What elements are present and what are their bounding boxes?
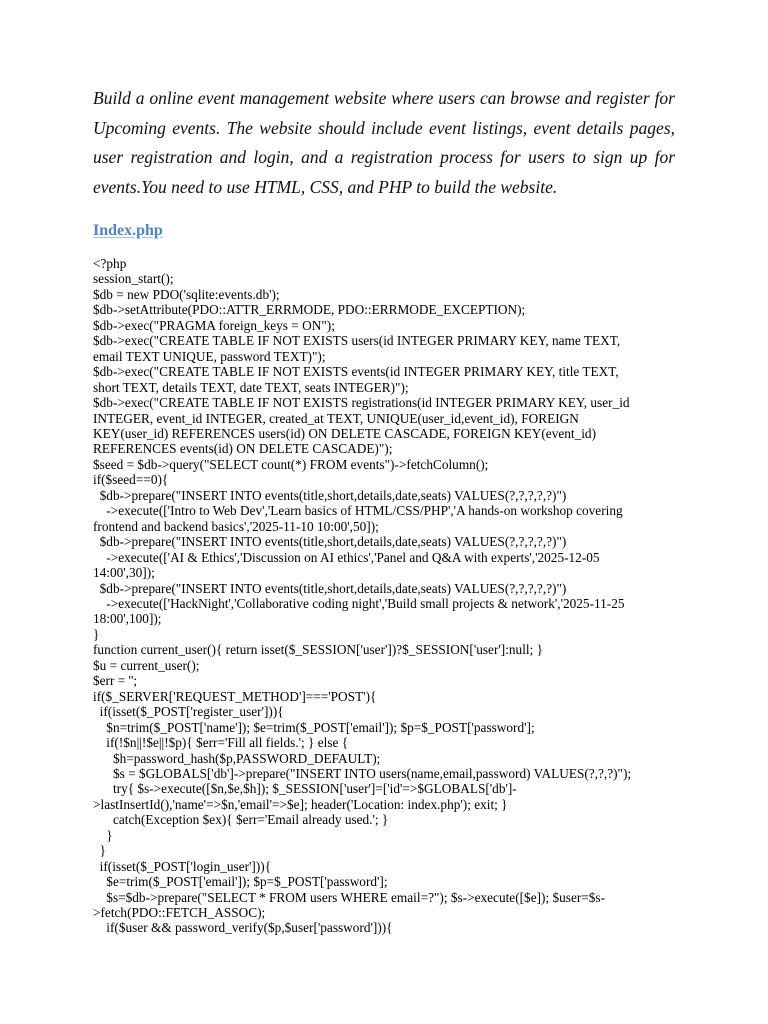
code-line: if(isset($_POST['register_user'])){ (93, 704, 284, 720)
code-line: ->execute(['HackNight','Collaborative coding night','Build small projects & network','2025-11-25 (93, 595, 625, 611)
code-line: $db = new PDO('sqlite:events.db'); (93, 286, 280, 302)
code-line: $e=trim($_POST['email']); $p=$_POST['password']; (93, 874, 388, 890)
code-line: $db->exec("CREATE TABLE IF NOT EXISTS users(id INTEGER PRIMARY KEY, name TEXT, (93, 333, 621, 349)
code-line: short TEXT, details TEXT, date TEXT, seats INTEGER)"); (93, 379, 409, 395)
code-line: $u = current_user(); (93, 657, 200, 673)
code-line: if($seed==0){ (93, 472, 169, 488)
intro-line: Build a online event management website where users can browse and register (93, 88, 650, 108)
code-line: session_start(); (93, 271, 174, 287)
code-line: >lastInsertId(),'name'=>$n,'email'=>$e]; header('Location: index.php'); exit; } (93, 796, 508, 812)
code-line: $s = $GLOBALS['db']->prepare("INSERT INTO users(name,email,password) VALUES(?,?,?)"); (93, 765, 632, 781)
intro-paragraph (93, 84, 675, 202)
code-line: $db->exec("CREATE TABLE IF NOT EXISTS registrations(id INTEGER PRIMARY KEY, user_id (93, 395, 630, 411)
code-line: 18:00',100]); (93, 611, 162, 627)
code-line: >fetch(PDO::FETCH_ASSOC); (93, 905, 266, 921)
code-line: if(isset($_POST['login_user'])){ (93, 858, 272, 874)
code-line: } (93, 827, 113, 843)
code-line: } (93, 626, 100, 642)
code-line: try{ $s->execute([$n,$e,$h]); $_SESSION['user']=['id'=>$GLOBALS['db']- (93, 781, 517, 797)
code-block (93, 256, 675, 936)
code-line: frontend and backend basics','2025-11-10 10:00',50]); (93, 518, 379, 534)
code-line: } (93, 843, 107, 859)
code-line: $db->prepare("INSERT INTO events(title,short,details,date,seats) VALUES(?,?,?,?,?)") (93, 487, 567, 503)
code-line: KEY(user_id) REFERENCES users(id) ON DELETE CASCADE, FOREIGN KEY(event_id) (93, 425, 597, 441)
code-line: catch(Exception $ex){ $err='Email already used.'; } (93, 812, 389, 828)
code-line: 14:00',30]); (93, 565, 155, 581)
code-line: $db->exec("CREATE TABLE IF NOT EXISTS events(id INTEGER PRIMARY KEY, title TEXT, (93, 364, 619, 380)
code-line: if($user && password_verify($p,$user['password'])){ (93, 920, 393, 936)
code-line: INTEGER, event_id INTEGER, created_at TEXT, UNIQUE(user_id,event_id), FOREIGN (93, 410, 579, 426)
section-heading: Index.php (93, 222, 163, 239)
code-line: ->execute(['Intro to Web Dev','Learn basics of HTML/CSS/PHP','A hands-on workshop covering (93, 503, 623, 519)
code-line: REFERENCES events(id) ON DELETE CASCADE)"); (93, 441, 393, 457)
code-line: $h=password_hash($p,PASSWORD_DEFAULT); (93, 750, 381, 766)
code-line: function current_user(){ return isset($_SESSION['user'])?$_SESSION['user']:null; } (93, 642, 543, 658)
code-line: $err = ''; (93, 673, 138, 689)
code-line: if(!$n||!$e||!$p){ $err='Fill all fields.'; } else { (93, 735, 349, 751)
code-line: $db->prepare("INSERT INTO events(title,short,details,date,seats) VALUES(?,?,?,?,?)") (93, 580, 567, 596)
intro-line: for Upcoming events. The website should include event listings, event details (93, 88, 675, 138)
code-line: $n=trim($_POST['name']); $e=trim($_POST['email']); $p=$_POST['password']; (93, 719, 535, 735)
intro-line: for events.You need to use HTML, CSS, and PHP to build the website. (93, 147, 676, 197)
code-line: $db->setAttribute(PDO::ATTR_ERRMODE, PDO::ERRMODE_EXCEPTION); (93, 302, 526, 318)
code-line: ->execute(['AI & Ethics','Discussion on AI ethics','Panel and Q&A with experts','2025-12-05 (93, 549, 600, 565)
code-line: $db->exec("PRAGMA foreign_keys = ON"); (93, 317, 335, 333)
code-line: if($_SERVER['REQUEST_METHOD']==='POST'){ (93, 688, 377, 704)
code-line: email TEXT UNIQUE, password TEXT)"); (93, 348, 326, 364)
code-line: $db->prepare("INSERT INTO events(title,short,details,date,seats) VALUES(?,?,?,?,?)") (93, 534, 567, 550)
code-line: <?php (93, 256, 127, 271)
code-line: $seed = $db->query("SELECT count(*) FROM events")->fetchColumn(); (93, 456, 489, 472)
intro-line: pages, user registration and login, and a registration process for users to sign up (93, 117, 675, 168)
code-line: $s=$db->prepare("SELECT * FROM users WHERE email=?"); $s->execute([$e]); $user=$s- (93, 889, 606, 905)
